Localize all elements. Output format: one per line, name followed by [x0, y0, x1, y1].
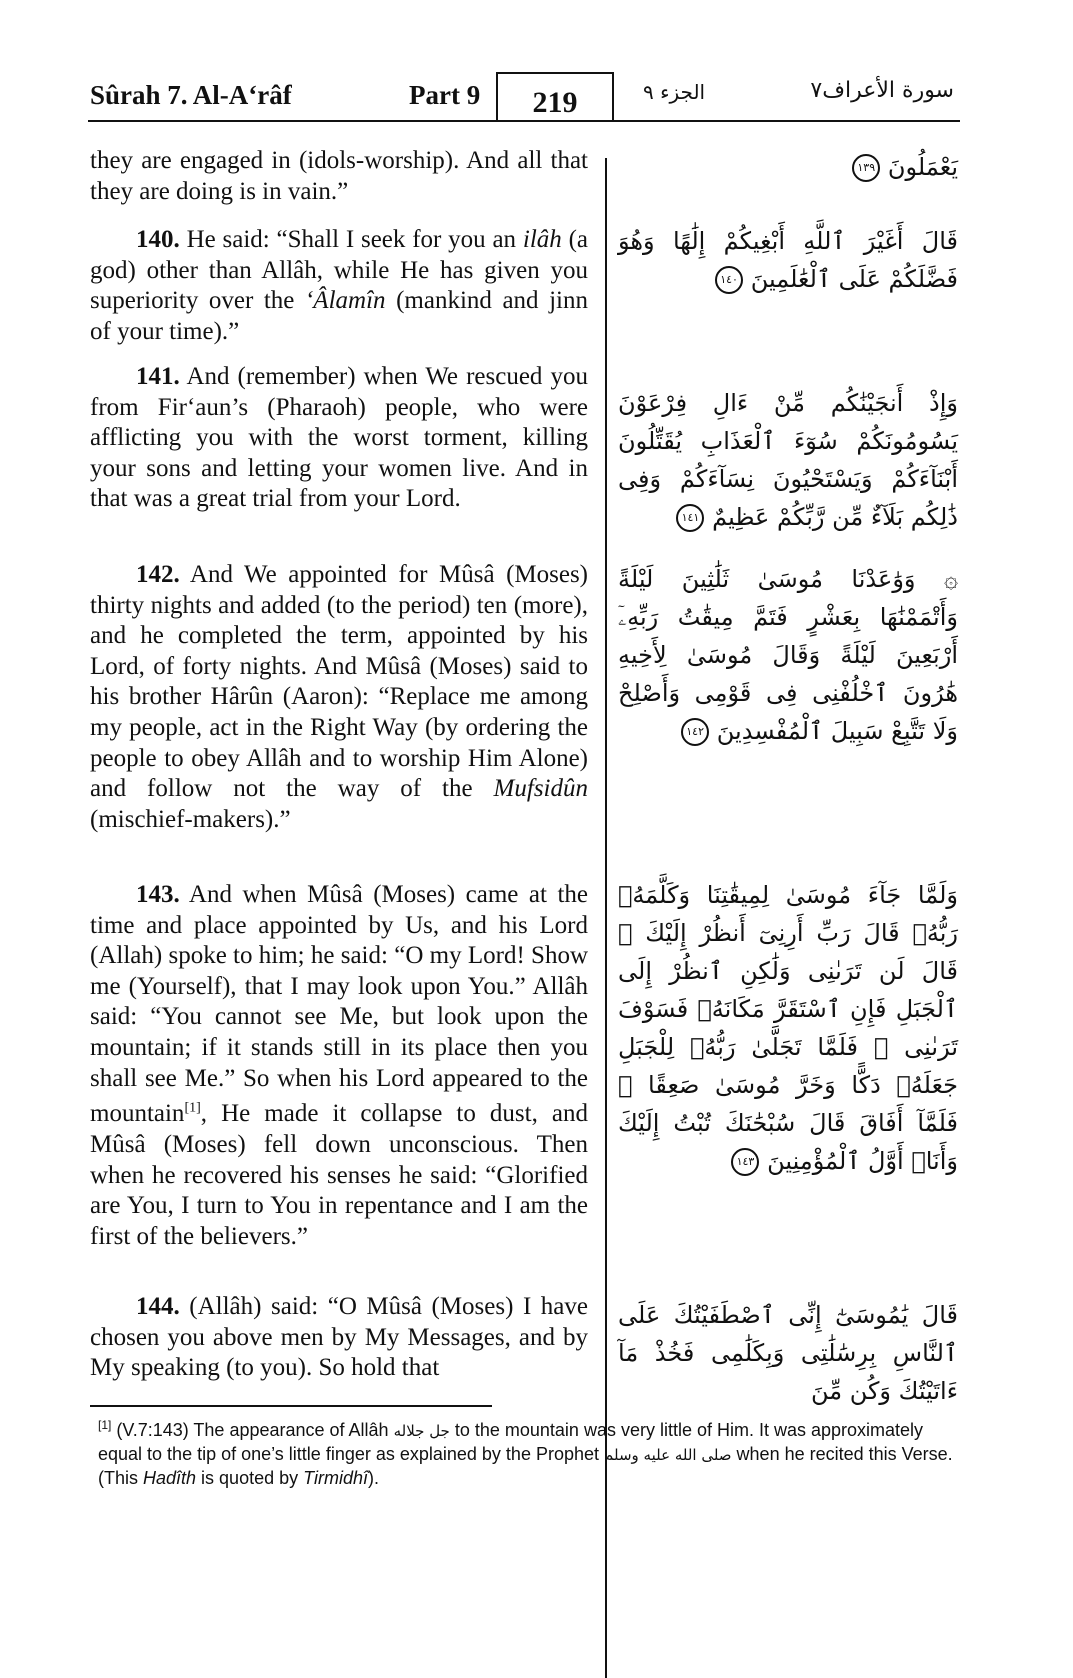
verse-number: 144. [136, 1293, 180, 1320]
verse-number: 140. [136, 226, 180, 253]
ayah-end-marker: ١٤٣ [731, 1148, 759, 1176]
surah-title-arabic: سورة الأعراف٧ [810, 78, 954, 103]
verse-140-english [90, 225, 588, 347]
verse-144-arabic [618, 1296, 958, 1410]
verse-text: they are engaged in (idols-worship). And all that they are doing is in vain.” [90, 147, 588, 205]
footnote [98, 1414, 958, 1490]
verse-number: 143. [136, 881, 180, 908]
page-number: 219 [532, 86, 578, 119]
footnote-text-1: (V.7:143) The appearance of Allâh [116, 1420, 389, 1440]
verse-139-english [90, 146, 588, 207]
verse-text: And We appointed for Mûsâ (Moses) thirty nights and added (to the period) ten (more), and he completed the term, appointed by his Lord, of forty nights. And Mûsâ (Moses) said to his brother Hârûn (Aaron): “Replace me among my people, act in the Right Way (by ordering the people to obey Allâh and to worship Him Alone) and follow not the way of the Mufsidûn (mischief-makers).” [90, 561, 588, 833]
arabic-text: يَعْمَلُونَ [887, 153, 958, 181]
ayah-end-marker: ١٤٠ [715, 266, 743, 294]
verse-text: And (remember) when We rescued you from Fir‘aun’s (Pharaoh) people, who were afflicting you with the worst torment, killing your sons and letting your women live. And in that was a great trial from your Lord. [90, 363, 588, 513]
verse-139-arabic [618, 148, 958, 186]
ayah-end-marker: ١٤٢ [681, 718, 709, 746]
arabic-text: وَإِذْ أَنجَيْنَٰكُم مِّنْ ءَالِ فِرْعَوْنَ يَسُومُونَكُمْ سُوٓءَ ٱلْعَذَابِ يُقَتِّلُونَ أَبْنَآءَكُمْ وَيَسْتَحْيُونَ نِسَآءَكُمْ وَفِى ذَٰلِكُم بَلَآءٌ مِّن رَّبِّكُمْ عَظِيمٌ [618, 389, 958, 531]
page-number-box [496, 72, 614, 122]
footnote-marker: [1] [98, 1418, 112, 1432]
verse-140-arabic [618, 222, 958, 298]
arabic-text: قَالَ يَٰمُوسَىٰٓ إِنِّى ٱصْطَفَيْتُكَ عَلَى ٱلنَّاسِ بِرِسَٰلَٰتِى وَبِكَلَٰمِى فَخُذْ مَآ ءَاتَيْتُكَ وَكُن مِّنَ [618, 1301, 958, 1405]
ayah-end-marker: ١٤١ [676, 504, 704, 532]
arabic-text: قَالَ أَغَيْرَ ٱللَّهِ أَبْغِيكُمْ إِلَٰهًا وَهُوَ فَضَّلَكُمْ عَلَى ٱلْعَٰلَمِينَ [618, 227, 958, 293]
verse-141-arabic [618, 384, 958, 536]
arabic-text: ۞ وَوَٰعَدْنَا مُوسَىٰ ثَلَٰثِينَ لَيْلَةً وَأَتْمَمْنَٰهَا بِعَشْرٍ فَتَمَّ مِيقَٰتُ رَبِّهِۦٓ أَرْبَعِينَ لَيْلَةً وَقَالَ مُوسَىٰ لِأَخِيهِ هَٰرُونَ ٱخْلُفْنِى فِى قَوْمِى وَأَصْلِحْ وَلَا تَتَّبِعْ سَبِيلَ ٱلْمُفْسِدِينَ [618, 565, 958, 745]
verse-text: And when Mûsâ (Moses) came at the time and place appointed by Us, and his Lord (Allah) spoke to him; he said: “O my Lord! Show me (Yourself), that I may look upon You.” Allâh said: “You cannot see Me, but look upon the mountain; if it stands still in its place then you shall see Me.” So when his Lord appeared to the mountain[1], He made it collapse to dust, and Mûsâ (Moses) fell down unconscious. Then when he recovered his senses he said: “Glorified are You, I turn to You in repentance and I am the first of the believers.” [90, 881, 588, 1250]
verse-text: He said: “Shall I seek for you an ilâh (a god) other than Allâh, while He has given you superiority over the ‘Âlamîn (mankind and jinn of your time).” [90, 226, 589, 345]
verse-142-arabic [618, 560, 958, 750]
verse-number: 142. [136, 561, 180, 588]
ayah-end-marker: ١٣٩ [852, 154, 880, 182]
footnote-text-3: when he recited this Verse. (This Hadîth is quoted by Tirmidhî). [98, 1444, 953, 1488]
surah-title-english: Sûrah 7. Al-A‘râf [90, 80, 292, 110]
verse-141-english [90, 362, 588, 515]
juz-label-arabic: الجزء ٩ [643, 80, 706, 104]
header-rule [88, 120, 960, 122]
footnote-text-2: to the mountain was very little of Him. It was approximately equal to the tip of one’s little finger as explained by the Prophet [98, 1420, 924, 1464]
verse-144-english [90, 1292, 588, 1384]
arabic-text: وَلَمَّا جَآءَ مُوسَىٰ لِمِيقَٰتِنَا وَكَلَّمَهُۥ رَبُّهُۥ قَالَ رَبِّ أَرِنِىٓ أَنظُرْ إِلَيْكَ ۚ قَالَ لَن تَرَىٰنِى وَلَٰكِنِ ٱنظُرْ إِلَى ٱلْجَبَلِ فَإِنِ ٱسْتَقَرَّ مَكَانَهُۥ فَسَوْفَ تَرَىٰنِى ۚ فَلَمَّا تَجَلَّىٰ رَبُّهُۥ لِلْجَبَلِ جَعَلَهُۥ دَكًّا وَخَرَّ مُوسَىٰ صَعِقًا ۚ فَلَمَّآ أَفَاقَ قَالَ سُبْحَٰنَكَ تُبْتُ إِلَيْكَ وَأَنَا۠ أَوَّلُ ٱلْمُؤْمِنِينَ [618, 881, 958, 1175]
footnote-arabic-1: جل جلاله [393, 1422, 450, 1440]
verse-143-arabic [618, 876, 958, 1180]
footnote-arabic-2: صلى الله عليه وسلم [604, 1446, 732, 1464]
footnote-rule [90, 1405, 492, 1407]
verse-text: (Allâh) said: “O Mûsâ (Moses) I have chosen you above men by My Messages, and by My speaking (to you). So hold that [90, 1293, 588, 1382]
verse-number: 141. [136, 363, 180, 390]
page-header [88, 72, 960, 122]
verse-143-english [90, 880, 588, 1252]
verse-142-english [90, 560, 588, 835]
part-label: Part 9 [409, 80, 481, 110]
